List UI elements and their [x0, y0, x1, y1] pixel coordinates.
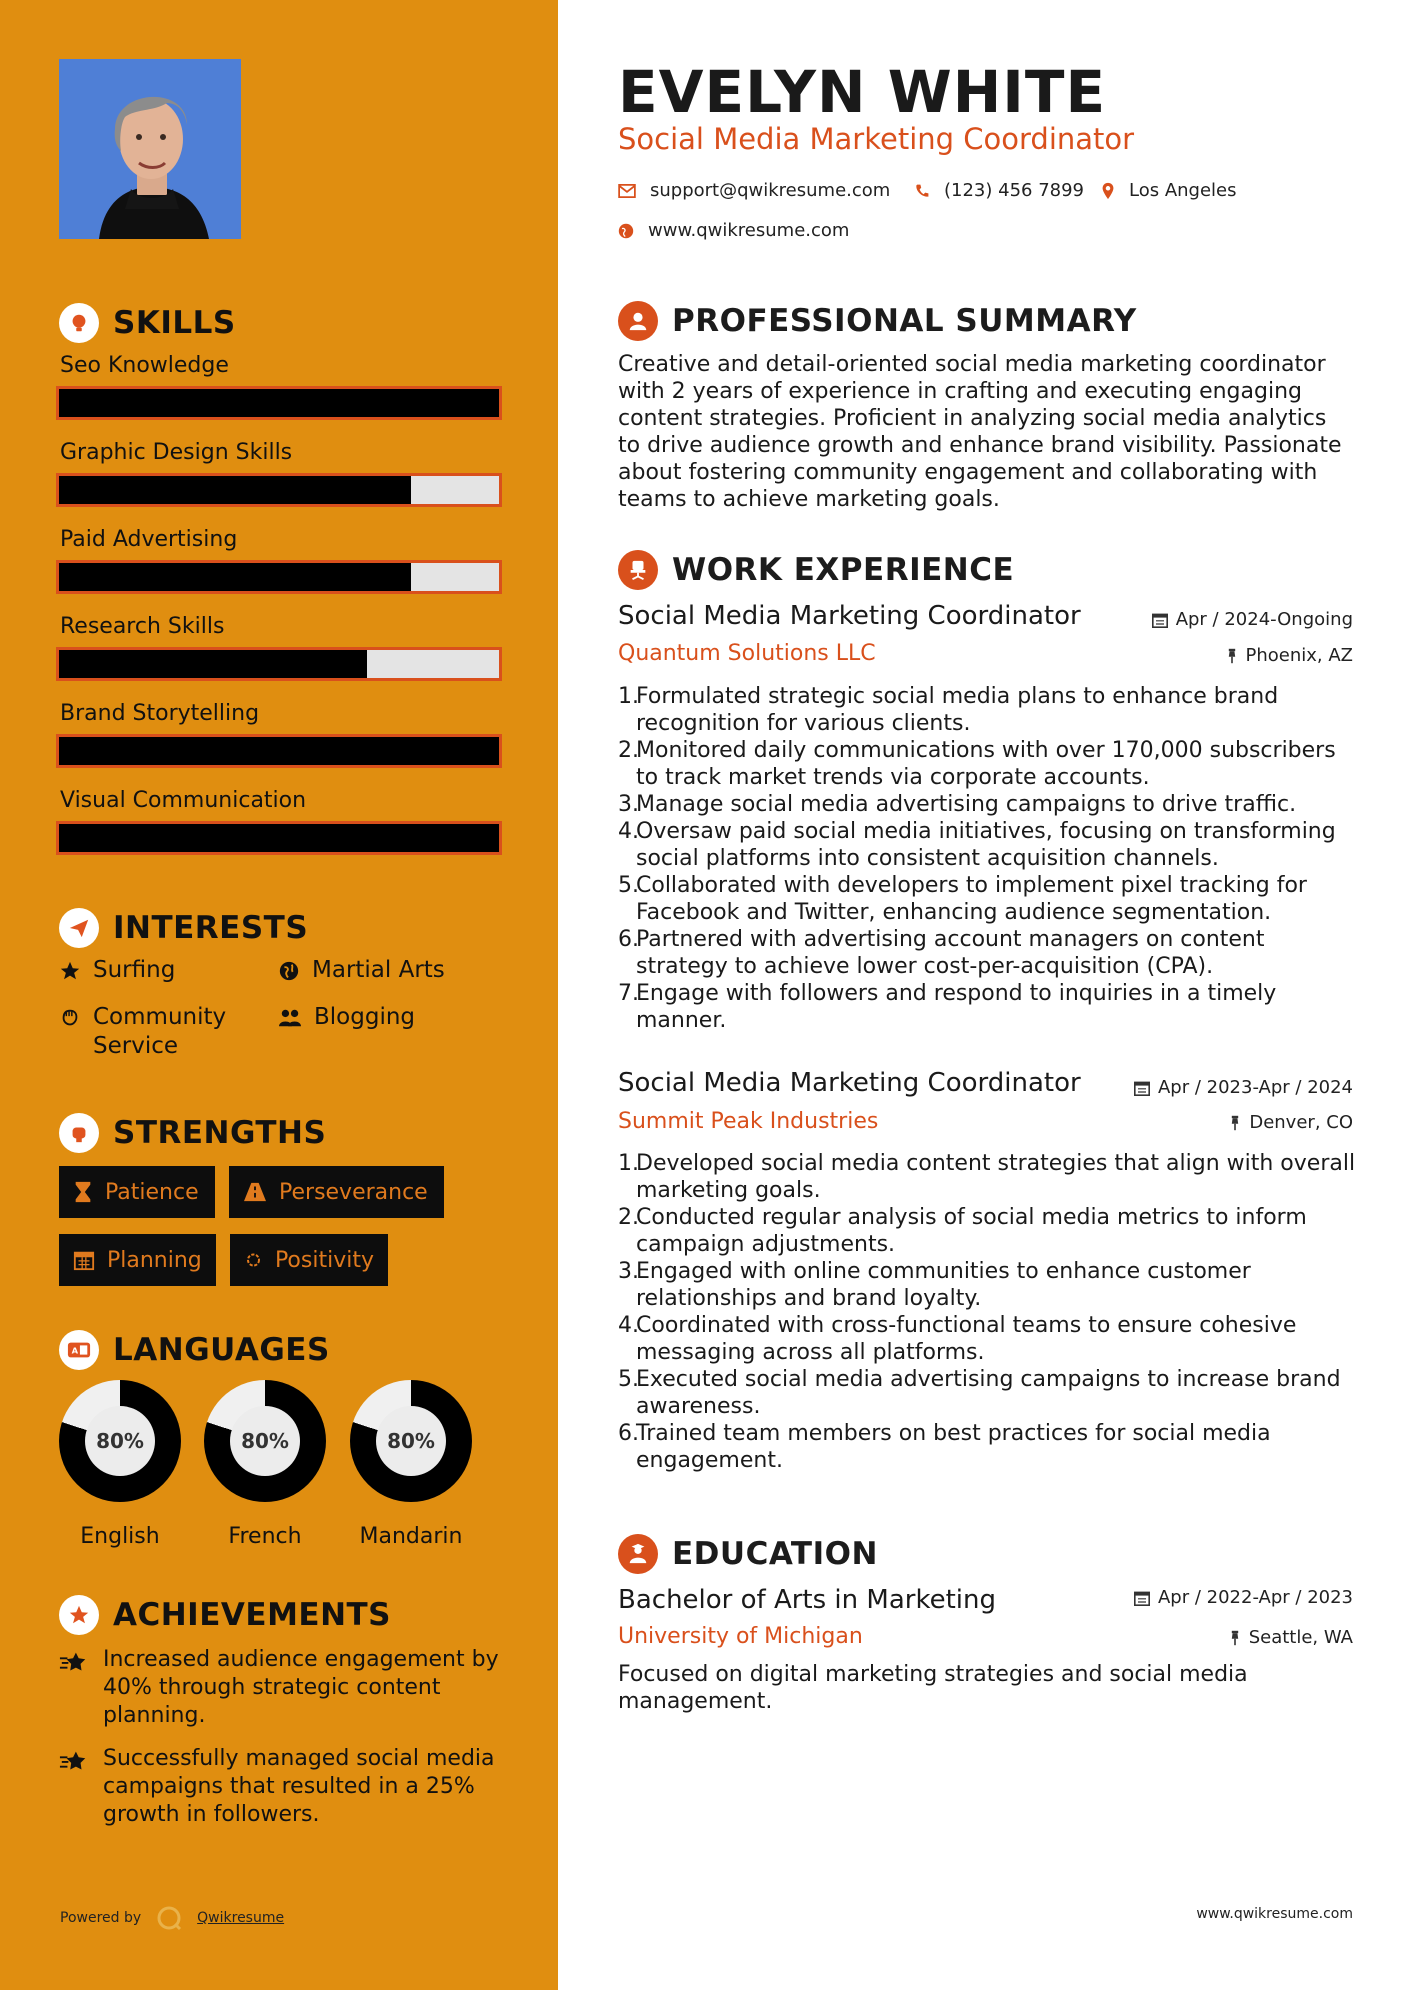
shooting-star-icon [59, 1650, 89, 1674]
bullet-text: Manage social media advertising campaigns to drive traffic. [636, 792, 1297, 817]
bullet-item: 6. Trained team members on best practices for social media engagement. [618, 1420, 1358, 1474]
skill-bar-fill [59, 389, 499, 417]
bullet-text: Trained team members on best practices for social media engagement. [636, 1421, 1271, 1473]
bullet-item: 3. Engaged with online communities to enhance customer relationships and brand loyalty. [618, 1258, 1358, 1312]
education-dates-text: Apr / 2022-Apr / 2023 [1157, 1587, 1353, 1608]
calendar-icon [73, 1249, 95, 1271]
bullet-item: 4. Oversaw paid social media initiatives, focusing on transforming social platforms into consistent acquisition channels. [618, 818, 1358, 872]
svg-text:A: A [71, 1345, 79, 1356]
company-name: Quantum Solutions LLC [618, 641, 876, 666]
bullet-text: Conducted regular analysis of social media metrics to inform campaign adjustments. [636, 1205, 1307, 1257]
hand-icon [59, 1007, 81, 1029]
job-location [1229, 1112, 1353, 1133]
language-name: Mandarin [359, 1524, 463, 1549]
job-title: Social Media Marketing Coordinator [618, 601, 1081, 631]
interest-label: Blogging [314, 1004, 416, 1030]
bullet-text: Engage with followers and respond to inquiries in a timely manner. [636, 981, 1277, 1033]
language-item [59, 1380, 181, 1549]
language-ring [204, 1380, 326, 1502]
job-dates-text: Apr / 2024-Ongoing [1175, 609, 1353, 630]
skill-bar [56, 560, 502, 594]
skill-bar [56, 647, 502, 681]
phone-text[interactable]: (123) 456 7899 [944, 180, 1085, 201]
language-percent: 80% [85, 1406, 155, 1476]
qwikresume-link[interactable]: Qwikresume [197, 1910, 285, 1926]
bullet-text: Executed social media advertising campaigns to increase brand awareness. [636, 1367, 1341, 1419]
strength-badge [229, 1166, 444, 1218]
languages-title: LANGUAGES [113, 1332, 330, 1368]
language-name: English [80, 1524, 160, 1549]
job-title: Social Media Marketing Coordinator [618, 1068, 1081, 1098]
experience-heading [618, 550, 1014, 590]
strength-label: Positivity [274, 1247, 374, 1273]
education-heading [618, 1534, 878, 1574]
job-location-text: Denver, CO [1249, 1112, 1353, 1133]
calendar-icon [1152, 612, 1168, 628]
fist-icon [59, 1113, 99, 1153]
powered-by-label: Powered by [60, 1910, 142, 1926]
award-star-icon [59, 1595, 99, 1635]
achievements-heading [59, 1595, 391, 1635]
interests-heading [59, 908, 308, 948]
pushpin-icon [1229, 1630, 1241, 1646]
skill-bar-fill [59, 476, 411, 504]
skill-label: Seo Knowledge [60, 353, 229, 378]
sun-icon [244, 1249, 263, 1271]
interest-label: Community Service [93, 1004, 227, 1059]
job-location-text: Phoenix, AZ [1245, 645, 1353, 666]
achievements-title: ACHIEVEMENTS [113, 1597, 392, 1633]
main-content [558, 0, 1407, 1990]
strength-badge [230, 1234, 388, 1286]
bullet-item: 5. Collaborated with developers to implement pixel tracking for Facebook and Twitter, enhancing audience segmentation. [618, 872, 1358, 926]
skill-label: Brand Storytelling [60, 701, 260, 726]
qwikresume-logo-icon [155, 1904, 183, 1932]
website-text[interactable]: www.qwikresume.com [648, 220, 850, 241]
language-ring [350, 1380, 472, 1502]
bullet-text: Collaborated with developers to implement pixel tracking for Facebook and Twitter, enhancing audience segmentation. [636, 873, 1307, 925]
skill-label: Graphic Design Skills [60, 440, 293, 465]
hourglass-icon [73, 1181, 93, 1203]
candidate-name: EVELYN WHITE [618, 58, 1107, 126]
summary-text: Creative and detail-oriented social media marketing coordinator with 2 years of experience in crafting and executing engaging content strategies. Proficient in analyzing social media analytics to drive audience growth and enhance brand visibility. Passionate about fostering community engagement and collaborating with teams to achieve marketing goals. [618, 352, 1342, 512]
strengths-heading [59, 1113, 326, 1153]
job-dates [1134, 1077, 1353, 1098]
bullet-item: 5. Executed social media advertising campaigns to increase brand awareness. [618, 1366, 1358, 1420]
bullet-item: 1. Developed social media content strategies that align with overall marketing goals. [618, 1150, 1358, 1204]
job-bullets [618, 1150, 1358, 1474]
education-text: Focused on digital marketing strategies and social media management. [618, 1662, 1248, 1714]
job-dates [1152, 609, 1353, 630]
experience-title: WORK EXPERIENCE [672, 552, 1015, 588]
job-dates-text: Apr / 2023-Apr / 2024 [1157, 1077, 1353, 1098]
languages-heading [59, 1330, 330, 1370]
achievement-text: Successfully managed social media campaigns that resulted in a 25% growth in followers. [103, 1746, 495, 1827]
calendar-icon [1134, 1080, 1150, 1096]
map-pin-icon [1101, 182, 1115, 200]
interest-item [278, 1003, 415, 1032]
skill-label: Research Skills [60, 614, 225, 639]
education-location-text: Seattle, WA [1248, 1627, 1353, 1648]
contact-phone [914, 180, 1084, 201]
interests-title: INTERESTS [113, 910, 309, 946]
bullet-item: 4. Coordinated with cross-functional teams to ensure cohesive messaging across all platforms. [618, 1312, 1358, 1366]
bullet-item: 2. Monitored daily communications with over 170,000 subscribers to track market trends via corporate accounts. [618, 737, 1358, 791]
road-icon [243, 1181, 267, 1203]
office-chair-icon [618, 550, 658, 590]
school-name: University of Michigan [618, 1624, 863, 1649]
bullet-item: 6. Partnered with advertising account managers on content strategy to achieve lower cost-per-acquisition (CPA). [618, 926, 1358, 980]
achievement-text: Increased audience engagement by 40% through strategic content planning. [103, 1647, 499, 1728]
paper-plane-icon [59, 908, 99, 948]
candidate-role: Social Media Marketing Coordinator [618, 122, 1135, 156]
skill-bar-fill [59, 824, 499, 852]
language-item [204, 1380, 326, 1549]
bullet-item: 3. Manage social media advertising campaigns to drive traffic. [618, 792, 1297, 817]
skill-label: Visual Communication [60, 788, 307, 813]
summary-title: PROFESSIONAL SUMMARY [672, 303, 1137, 339]
interest-item [278, 956, 445, 985]
achievement-item [59, 1745, 499, 1829]
star-icon [59, 960, 81, 982]
interest-item [59, 1003, 259, 1061]
company-name: Summit Peak Industries [618, 1109, 879, 1134]
strength-label: Perseverance [279, 1179, 428, 1205]
strength-badge [59, 1166, 215, 1218]
contact-location [1101, 180, 1237, 201]
achievement-item [59, 1646, 499, 1730]
interest-item [59, 956, 175, 985]
user-icon [618, 301, 658, 341]
bullet-item: 1. Formulated strategic social media plans to enhance brand recognition for various clients. [618, 683, 1358, 737]
strength-label: Planning [107, 1247, 202, 1273]
sidebar [0, 0, 558, 1990]
language-name: French [228, 1524, 302, 1549]
bullet-text: Formulated strategic social media plans to enhance brand recognition for various clients. [636, 684, 1279, 736]
degree-title: Bachelor of Arts in Marketing [618, 1585, 996, 1615]
profile-photo [59, 59, 241, 239]
strengths-title: STRENGTHS [113, 1115, 327, 1151]
language-ring [59, 1380, 181, 1502]
skills-title: SKILLS [113, 305, 236, 341]
globe-icon [278, 960, 300, 982]
education-dates [1134, 1587, 1353, 1608]
bullet-item: 2. Conducted regular analysis of social media metrics to inform campaign adjustments. [618, 1204, 1358, 1258]
powered-by [60, 1904, 284, 1932]
skills-heading [59, 303, 236, 343]
bullet-text: Developed social media content strategies that align with overall marketing goals. [636, 1151, 1356, 1203]
strength-badge [59, 1234, 216, 1286]
skill-bar-fill [59, 737, 499, 765]
pushpin-icon [1226, 648, 1238, 664]
users-icon [278, 1007, 302, 1029]
globe-icon [618, 223, 634, 239]
summary-heading [618, 301, 1137, 341]
education-location [1229, 1627, 1353, 1648]
skill-bar-fill [59, 650, 367, 678]
language-percent: 80% [230, 1406, 300, 1476]
bullet-item: 7. Engage with followers and respond to inquiries in a timely manner. [618, 980, 1358, 1034]
bullet-text: Oversaw paid social media initiatives, focusing on transforming social platforms into consistent acquisition channels. [636, 819, 1336, 871]
language-item [350, 1380, 472, 1549]
bullet-text: Engaged with online communities to enhance customer relationships and brand loyalty. [636, 1259, 1251, 1311]
email-text[interactable]: support@qwikresume.com [650, 180, 891, 201]
skill-bar [56, 473, 502, 507]
skill-label: Paid Advertising [60, 527, 238, 552]
language-percent: 80% [376, 1406, 446, 1476]
strength-label: Patience [105, 1179, 199, 1205]
shooting-star-icon [59, 1749, 89, 1773]
skill-bar-fill [59, 563, 411, 591]
contact-email [618, 180, 890, 201]
skill-bar [56, 821, 502, 855]
phone-icon [914, 183, 930, 199]
interest-label: Surfing [93, 957, 176, 983]
skill-bar [56, 386, 502, 420]
bullet-text: Monitored daily communications with over 170,000 subscribers to track market trends via corporate accounts. [636, 738, 1336, 790]
job-bullets [618, 683, 1358, 1034]
lightbulb-icon [59, 303, 99, 343]
bullet-text: Coordinated with cross-functional teams to ensure cohesive messaging across all platforms. [636, 1313, 1297, 1365]
language-icon [59, 1330, 99, 1370]
contact-website [618, 220, 849, 241]
education-title: EDUCATION [672, 1536, 878, 1572]
graduate-icon [618, 1534, 658, 1574]
job-location [1226, 645, 1354, 666]
location-text: Los Angeles [1129, 180, 1237, 201]
bullet-text: Partnered with advertising account managers on content strategy to achieve lower cost-per-acquisition (CPA). [636, 927, 1265, 979]
interest-label: Martial Arts [312, 957, 445, 983]
footer-url[interactable]: www.qwikresume.com [1196, 1906, 1353, 1922]
envelope-icon [618, 184, 636, 198]
calendar-icon [1134, 1590, 1150, 1606]
pushpin-icon [1229, 1115, 1241, 1131]
skill-bar [56, 734, 502, 768]
